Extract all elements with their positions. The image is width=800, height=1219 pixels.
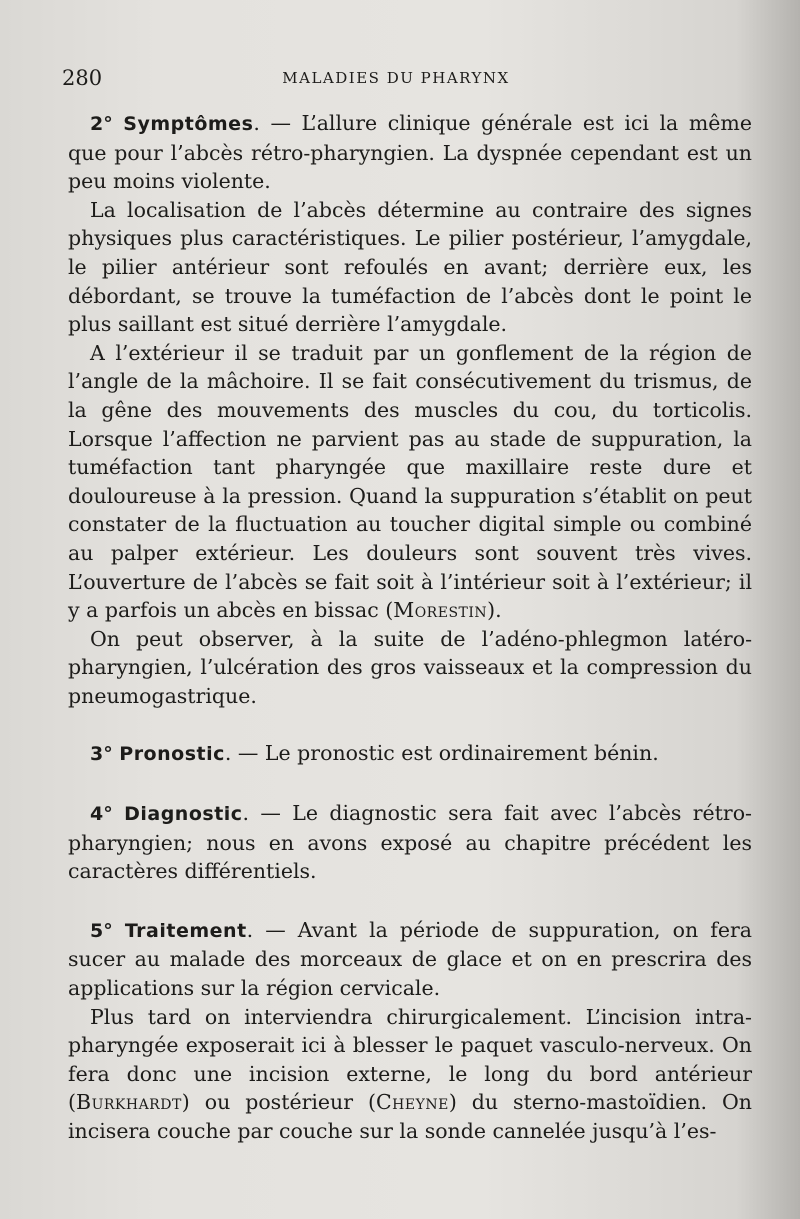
section-number: 5° [90, 919, 113, 942]
author-name: Burkhardt [76, 1090, 182, 1115]
section-number: 4° [90, 803, 113, 826]
paragraph-text: A l’extérieur il se traduit par un gonflement de la région de l’angle de la mâchoire. Il se fait consécutivement du trismus, de la gêne des mouvements des muscles du cou, du torticolis. Lorsque l’affection ne parvient pas au stade de suppuration, la tuméfaction tant pharyngée que maxillaire reste dure et douloureuse à la pression. Quand la suppuration s’établit on peut constater de la fluctuation au toucher digital simple ou combiné au palper extérieur. Les douleurs sont souvent très vives. L’ouverture de l’abcès se fait soit à l’intérieur soit à l’extérieur; il y a parfois un abcès en bissac ( [68, 340, 752, 623]
paragraph-text: . — Avant la période de suppuration, on fera sucer au malade des morceaux de glace et on en prescrira des applications sur la région cervicale. [68, 917, 752, 1001]
section-number: 2° [90, 113, 113, 135]
paragraph [68, 1003, 752, 1146]
section-heading: Symptômes [123, 113, 254, 135]
paragraph: La localisation de l’abcès détermine au contraire des signes physiques plus caractéristiques. Le pilier postérieur, l’amygdale, le pilier antérieur sont refoulés en avant; derrière eux, les débordant, se trouve la tuméfaction de l’abcès dont le point le plus saillant est situé derrière l’amygdale. [68, 197, 752, 337]
section-number: 3° [90, 743, 113, 766]
section-heading: Diagnostic [124, 803, 243, 826]
page-body [68, 109, 752, 1146]
page-header [62, 66, 730, 96]
section-diagnostic [68, 799, 752, 886]
section-heading: Pronostic [119, 743, 225, 766]
section-heading: Traitement [124, 919, 247, 942]
author-name: Morestin [393, 598, 488, 623]
section-symptomes [68, 109, 752, 196]
paragraph-text: . — Le pronostic est ordinairement bénin. [224, 741, 659, 766]
paragraph-text: ). [487, 598, 502, 623]
paragraph [68, 339, 752, 625]
paragraph-text: ) ou postérieur ( [181, 1090, 376, 1115]
page-number: 280 [62, 66, 103, 90]
paragraph-text: ) du sterno-mastoïdien. On incisera couche par couche sur la sonde cannelée jusqu’à l’es- [68, 1090, 752, 1143]
paragraph-text: . — Le diagnostic sera fait avec l’abcès rétro-pharyngien; nous en avons exposé au chapitre précédent les caractères différentiels. [68, 801, 752, 884]
paragraph-text: . — L’allure clinique générale est ici la même que pour l’abcès rétro-pharyngien. La dyspnée cependant est un peu moins violente. [68, 111, 752, 194]
paragraph: On peut observer, à la suite de l’adéno-phlegmon latéro-pharyngien, l’ulcération des gros vaisseaux et la compression du pneumogastrique. [68, 626, 752, 708]
running-title: MALADIES DU PHARYNX [282, 69, 510, 87]
paragraph-text: Plus tard on interviendra chirurgicalement. L’incision intra-pharyngée exposerait ici à blesser le paquet vasculo-nerveux. On fera donc une incision externe, le long du bord antérieur ( [68, 1004, 752, 1115]
author-name: Cheyne [376, 1090, 449, 1115]
section-traitement [68, 916, 752, 1003]
section-pronostic [68, 739, 752, 769]
